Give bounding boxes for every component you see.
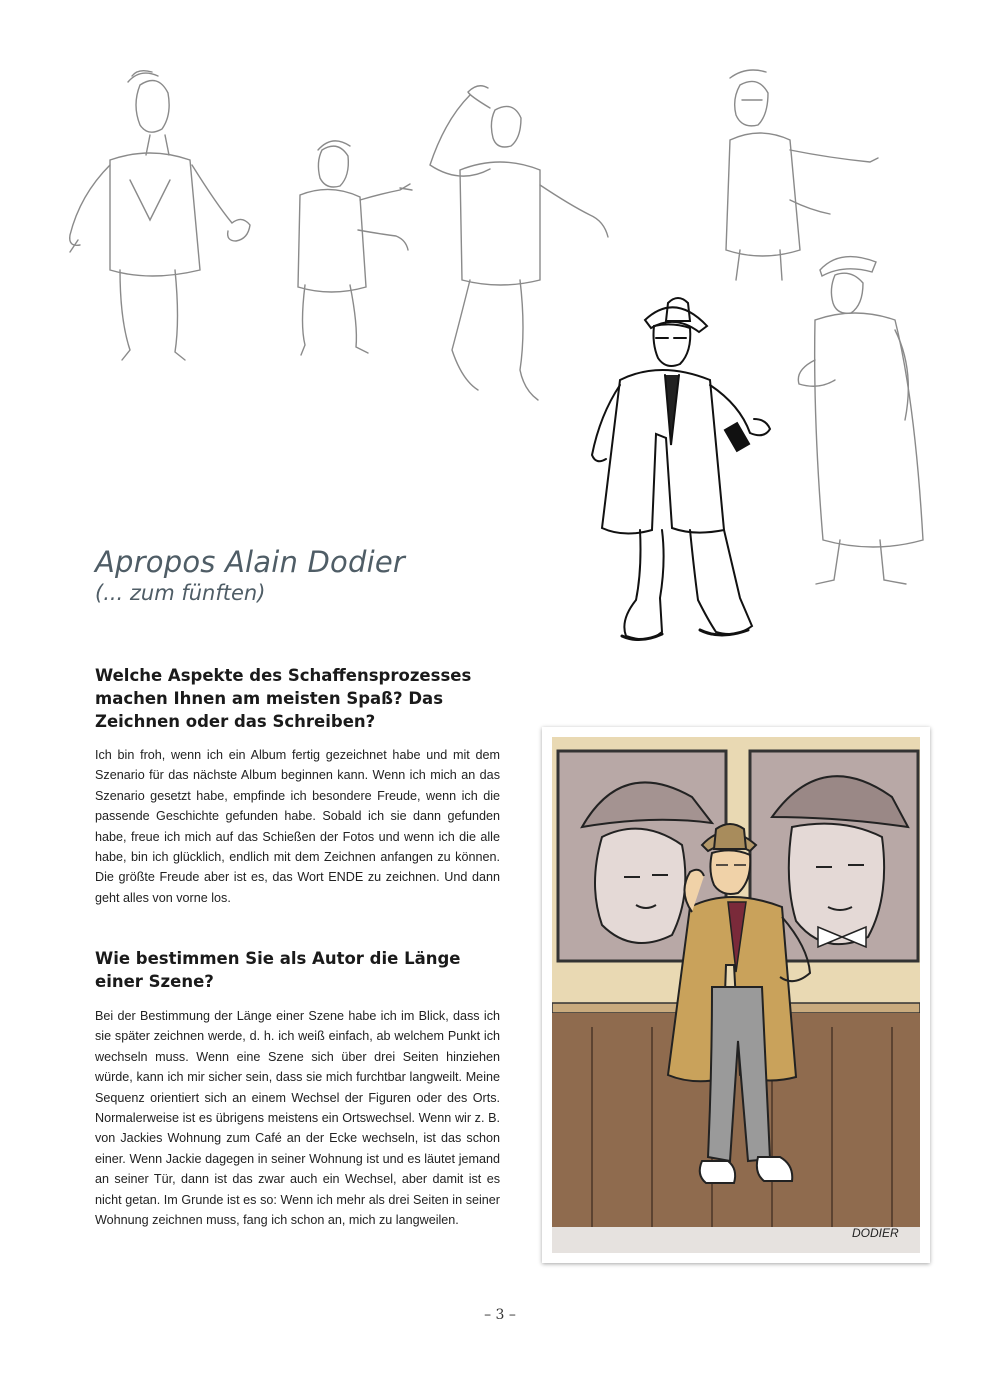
sketch-figure-4 [726,70,878,280]
question-1: Welche Aspekte des Schaffensprozesses machen Ihnen am meisten Spaß? Das Zeichnen oder das Schreiben? [95,666,472,731]
artwork-illustration [552,737,920,1253]
answer-2: Bei der Bestimmung der Länge einer Szene habe ich im Blick, dass ich sie später zeichnen werde, d. h. ich weiß einfach, ab welchem Punkt ich wechseln muss. Wenn eine Szene sich über drei Seiten hinziehen würde, kann ich mir sicher sein, dass sie mich furchtbar langweilt. Meine Sequenz orientiert sich an einem Wechsel der Figuren oder des Orts. Normalerweise ist es übrigens meistens ein Ortswechsel. Wenn wir z. B. von Jackies Wohnung zum Café an der Ecke wechseln, ist das schon einer. Wenn Jackie dagegen in seiner Wohnung ist und es läutet jemand an seiner Tür, dann ist das zwar auch ein Wechsel, aber damit ist es nicht getan. Im Grunde ist es so: Wenn ich mehr als drei Seiten in seiner Wohnung zeichnen muss, fang ich schon an, mich zu langweilen. [95,1009,500,1228]
sketch-figure-2 [298,141,412,355]
sketch-figure-1 [70,71,250,360]
artwork-signature: DODIER [852,1226,899,1240]
page-subtitle: (... zum fünften) [95,581,266,605]
sketch-figure-3 [430,86,608,400]
color-artwork [542,727,930,1263]
page-number: – 3 – [484,1307,516,1323]
question-2: Wie bestimmen Sie als Autor die Länge einer Szene? [95,949,461,991]
inked-character [592,298,770,640]
page-title: Apropos Alain Dodier [95,545,406,579]
article-heading [95,545,405,605]
sketch-figure-5 [798,257,923,584]
answer-1: Ich bin froh, wenn ich ein Album fertig gezeichnet habe und mit dem Szenario für das nächste Album beginnen kann. Wenn ich mich an das Szenario gesetzt habe, empfinde ich besondere Freude, wenn ich die passende Geschichte gefunden habe. Sobald ich sie dann gefunden habe, freue ich mich auf das Schießen der Fotos und wenn ich die alle habe, bin ich glücklich, endlich mit dem Zeichnen anfangen zu können. Die größte Freude aber ist es, das Wort ENDE zu zeichnen. Und dann geht alles von vorne los. [95,748,500,905]
